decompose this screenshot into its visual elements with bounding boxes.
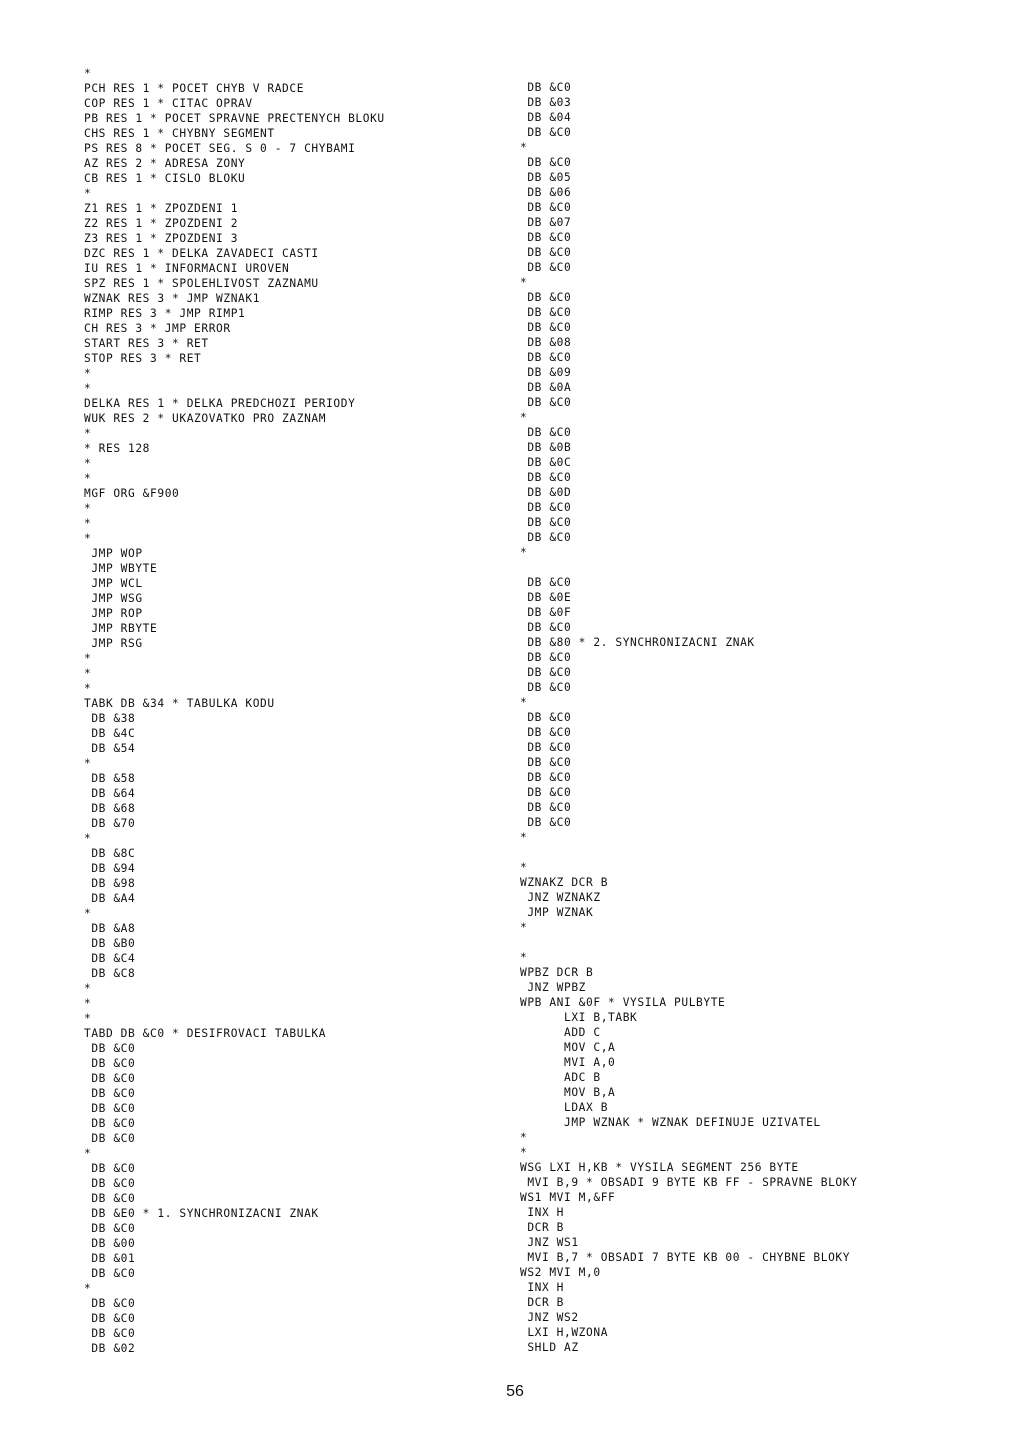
code-line: IU RES 1 * INFORMACNI UROVEN (84, 262, 290, 275)
code-line: JMP RBYTE (84, 622, 158, 635)
code-line: * (520, 411, 528, 424)
code-line: * (84, 982, 92, 995)
code-line: DB &C0 (520, 291, 572, 304)
code-line: Z1 RES 1 * ZPOZDENI 1 (84, 202, 239, 215)
code-line: DB &54 (84, 742, 136, 755)
code-line: DB &C0 (84, 1057, 136, 1070)
code-line: MVI A,0 (520, 1056, 616, 1069)
code-line: DB &C0 (520, 801, 572, 814)
code-line: LDAX B (520, 1101, 609, 1114)
code-line: MOV B,A (520, 1086, 616, 1099)
code-line: * (84, 427, 92, 440)
code-line: DB &4C (84, 727, 136, 740)
code-line: DB &00 (84, 1237, 136, 1250)
code-line: RIMP RES 3 * JMP RIMP1 (84, 307, 246, 320)
code-line: DB &C0 (84, 1327, 136, 1340)
code-line: DB &C0 (520, 621, 572, 634)
code-line: DB &01 (84, 1252, 136, 1265)
code-line: * (84, 907, 92, 920)
code-line: DB &38 (84, 712, 136, 725)
code-line: JMP WZNAK * WZNAK DEFINUJE UZIVATEL (520, 1116, 821, 1129)
code-line: DB &94 (84, 862, 136, 875)
code-line: * (520, 921, 528, 934)
code-line: LXI H,WZONA (520, 1326, 609, 1339)
right-code-column (520, 80, 1000, 1355)
code-line: CHS RES 1 * CHYBNY SEGMENT (84, 127, 275, 140)
code-line: ADD C (520, 1026, 601, 1039)
code-line: DB &A4 (84, 892, 136, 905)
code-line: TABD DB &C0 * DESIFROVACI TABULKA (84, 1027, 327, 1040)
code-line: DB &C0 (520, 81, 572, 94)
code-line: DB &0D (520, 486, 572, 499)
code-line: JMP WBYTE (84, 562, 158, 575)
code-line: DB &C0 (84, 1192, 136, 1205)
code-line: DCR B (520, 1221, 565, 1234)
code-line: MGF ORG &F900 (84, 487, 180, 500)
code-line: JMP WSG (84, 592, 143, 605)
code-line: * (520, 696, 528, 709)
code-line: JNZ WS2 (520, 1311, 579, 1324)
code-line: COP RES 1 * CITAC OPRAV (84, 97, 253, 110)
code-line: DB &E0 * 1. SYNCHRONIZACNI ZNAK (84, 1207, 319, 1220)
code-line: DZC RES 1 * DELKA ZAVADECI CASTI (84, 247, 319, 260)
code-line: DB &0C (520, 456, 572, 469)
code-line: PS RES 8 * POCET SEG. S 0 - 7 CHYBAMI (84, 142, 356, 155)
code-line: DB &80 * 2. SYNCHRONIZACNI ZNAK (520, 636, 755, 649)
code-line: DB &C0 (520, 756, 572, 769)
code-line: * (84, 517, 92, 530)
code-line: * (84, 757, 92, 770)
code-line: DB &C0 (520, 501, 572, 514)
code-line: DB &0F (520, 606, 572, 619)
code-line: WPBZ DCR B (520, 966, 594, 979)
code-line: CB RES 1 * CISLO BLOKU (84, 172, 246, 185)
code-line: INX H (520, 1281, 565, 1294)
code-line: DB &C0 (84, 1087, 136, 1100)
left-code-column (84, 66, 514, 1356)
code-line: DB &C0 (84, 1162, 136, 1175)
code-line: * (520, 1146, 528, 1159)
code-line: WZNAK RES 3 * JMP WZNAK1 (84, 292, 261, 305)
code-line: DB &A8 (84, 922, 136, 935)
code-line: JMP WOP (84, 547, 143, 560)
code-line: DB &C0 (520, 816, 572, 829)
code-line: DB &C0 (520, 711, 572, 724)
code-line: DB &C0 (84, 1132, 136, 1145)
code-line: * (84, 457, 92, 470)
code-line: DB &C0 (84, 1117, 136, 1130)
code-line: * (84, 682, 92, 695)
code-line: DB &C0 (520, 156, 572, 169)
code-line: DB &08 (520, 336, 572, 349)
code-line: * (84, 532, 92, 545)
code-line: DB &70 (84, 817, 136, 830)
code-line: JMP ROP (84, 607, 143, 620)
code-line: DB &07 (520, 216, 572, 229)
code-line: * (84, 502, 92, 515)
code-line: DB &05 (520, 171, 572, 184)
code-line: DB &C0 (84, 1042, 136, 1055)
code-line: * (84, 667, 92, 680)
code-line: DB &C0 (520, 786, 572, 799)
code-line: * (520, 861, 528, 874)
code-line: * (520, 276, 528, 289)
code-line: DB &03 (520, 96, 572, 109)
code-line: DB &C0 (520, 516, 572, 529)
code-line: INX H (520, 1206, 565, 1219)
code-line: DB &04 (520, 111, 572, 124)
code-line: DB &C4 (84, 952, 136, 965)
code-line: AZ RES 2 * ADRESA ZONY (84, 157, 246, 170)
code-line: WUK RES 2 * UKAZOVATKO PRO ZAZNAM (84, 412, 327, 425)
code-line: DB &C0 (84, 1222, 136, 1235)
code-line: JMP RSG (84, 637, 143, 650)
code-line: DELKA RES 1 * DELKA PREDCHOZI PERIODY (84, 397, 356, 410)
code-line: Z3 RES 1 * ZPOZDENI 3 (84, 232, 239, 245)
code-line: DB &C0 (520, 261, 572, 274)
code-line: DB &06 (520, 186, 572, 199)
code-line: MOV C,A (520, 1041, 616, 1054)
code-line: Z2 RES 1 * ZPOZDENI 2 (84, 217, 239, 230)
page-number: 56 (506, 1383, 524, 1400)
code-line: DB &C0 (520, 231, 572, 244)
code-line: DB &C0 (520, 531, 572, 544)
code-line: JMP WCL (84, 577, 143, 590)
code-line: MVI B,7 * OBSADI 7 BYTE KB 00 - CHYBNE BLOKY (520, 1251, 851, 1264)
code-line: WS1 MVI M,&FF (520, 1191, 616, 1204)
code-line: DB &B0 (84, 937, 136, 950)
code-line: DB &C0 (84, 1312, 136, 1325)
code-line: DB &C0 (520, 681, 572, 694)
code-line: WPB ANI &0F * VYSILA PULBYTE (520, 996, 726, 1009)
code-line: DB &C0 (520, 396, 572, 409)
code-line: DB &8C (84, 847, 136, 860)
code-line: * (520, 951, 528, 964)
code-line: DB &C0 (520, 126, 572, 139)
code-line: DB &C0 (520, 576, 572, 589)
code-line: DB &C0 (520, 771, 572, 784)
code-line: WS2 MVI M,0 (520, 1266, 601, 1279)
code-line: * (84, 187, 92, 200)
code-line: DB &C0 (520, 306, 572, 319)
code-line: JMP WZNAK (520, 906, 594, 919)
code-line: DB &64 (84, 787, 136, 800)
code-line: DB &0A (520, 381, 572, 394)
code-line: DCR B (520, 1296, 565, 1309)
code-line: DB &C0 (520, 351, 572, 364)
code-line: DB &58 (84, 772, 136, 785)
code-line: * (520, 546, 528, 559)
code-line: TABK DB &34 * TABULKA KODU (84, 697, 275, 710)
code-line (520, 845, 1000, 860)
code-line: * (84, 997, 92, 1010)
code-line: DB &C0 (84, 1072, 136, 1085)
code-line: DB &C0 (520, 201, 572, 214)
code-line: DB &C0 (84, 1267, 136, 1280)
code-line: DB &C0 (84, 1177, 136, 1190)
code-line: DB &C0 (520, 726, 572, 739)
code-line: SPZ RES 1 * SPOLEHLIVOST ZAZNAMU (84, 277, 319, 290)
code-line: DB &09 (520, 366, 572, 379)
code-line: * (520, 1131, 528, 1144)
code-line: DB &C0 (520, 666, 572, 679)
code-line (520, 560, 1000, 575)
code-line: * RES 128 (84, 442, 151, 455)
code-line: STOP RES 3 * RET (84, 352, 202, 365)
code-line: DB &C0 (84, 1297, 136, 1310)
code-line: DB &C0 (520, 246, 572, 259)
code-line: DB &0B (520, 441, 572, 454)
code-line: DB &0E (520, 591, 572, 604)
code-line: * (84, 67, 92, 80)
code-line: DB &C0 (520, 471, 572, 484)
code-line: * (520, 141, 528, 154)
code-line: PCH RES 1 * POCET CHYB V RADCE (84, 82, 305, 95)
code-line: WSG LXI H,KB * VYSILA SEGMENT 256 BYTE (520, 1161, 799, 1174)
code-line: JNZ WPBZ (520, 981, 587, 994)
code-line: * (520, 831, 528, 844)
code-line: DB &02 (84, 1342, 136, 1355)
code-line: * (84, 652, 92, 665)
code-line: CH RES 3 * JMP ERROR (84, 322, 231, 335)
code-line: DB &C0 (520, 321, 572, 334)
code-line: START RES 3 * RET (84, 337, 209, 350)
code-line: MVI B,9 * OBSADI 9 BYTE KB FF - SPRAVNE BLOKY (520, 1176, 858, 1189)
code-line: * (84, 1012, 92, 1025)
code-line: * (84, 382, 92, 395)
code-line: LXI B,TABK (520, 1011, 638, 1024)
code-line: * (84, 367, 92, 380)
code-line: DB &C0 (520, 651, 572, 664)
code-line: DB &C8 (84, 967, 136, 980)
code-line: * (84, 1147, 92, 1160)
code-line: * (84, 1282, 92, 1295)
code-line: WZNAKZ DCR B (520, 876, 609, 889)
code-line (520, 935, 1000, 950)
code-line: DB &C0 (520, 741, 572, 754)
code-line: ADC B (520, 1071, 601, 1084)
code-line: PB RES 1 * POCET SPRAVNE PRECTENYCH BLOKU (84, 112, 385, 125)
code-line: * (84, 832, 92, 845)
code-line: DB &68 (84, 802, 136, 815)
code-line: DB &98 (84, 877, 136, 890)
code-line: JNZ WS1 (520, 1236, 579, 1249)
code-line: DB &C0 (520, 426, 572, 439)
code-line: SHLD AZ (520, 1341, 579, 1354)
code-line: DB &C0 (84, 1102, 136, 1115)
code-line: JNZ WZNAKZ (520, 891, 601, 904)
code-line: * (84, 472, 92, 485)
